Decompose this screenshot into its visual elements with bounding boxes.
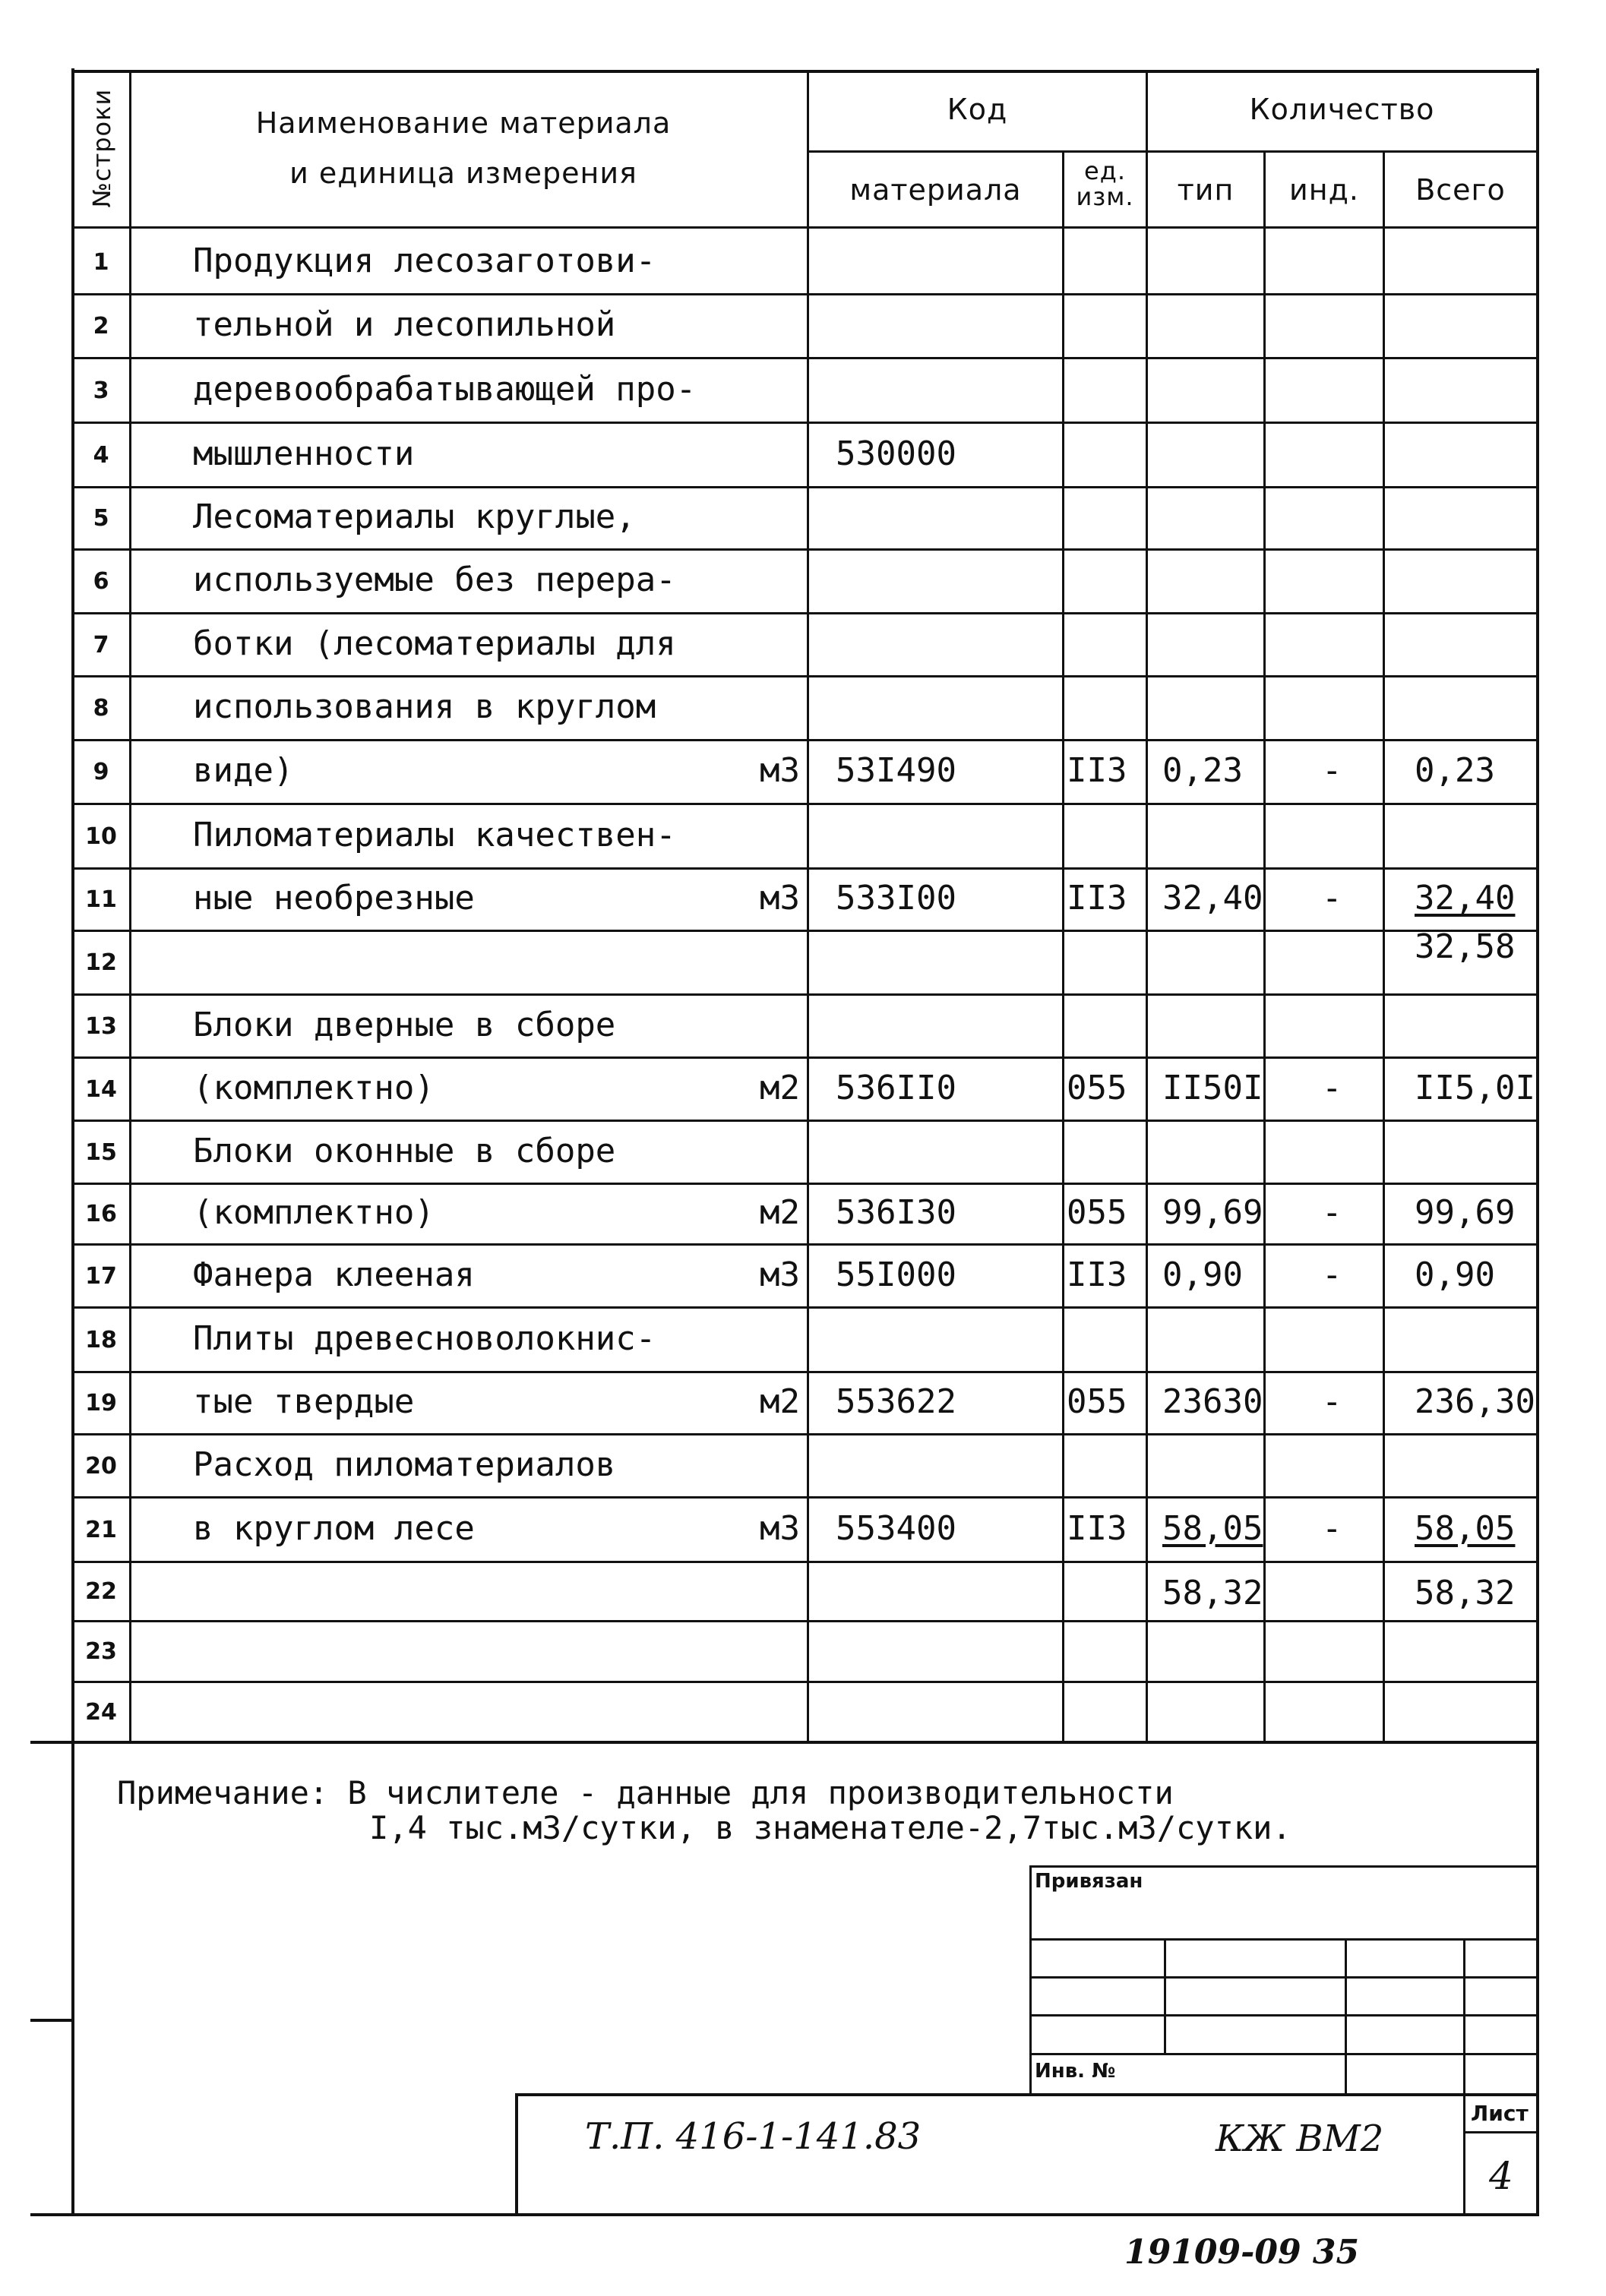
- row-total: 236,30: [1415, 1382, 1535, 1421]
- row-name: тельной и лесопильной: [193, 305, 616, 344]
- row-number: 18: [85, 1326, 117, 1353]
- row-ucode: 055: [1067, 1193, 1127, 1232]
- row-total2: 32,58: [1415, 927, 1516, 966]
- row-ucode: II3: [1067, 1508, 1127, 1548]
- header-qty-type: тип: [1177, 173, 1235, 207]
- row-number: 8: [93, 695, 109, 722]
- row-ucode: II3: [1067, 751, 1127, 790]
- row-code: 536I30: [836, 1193, 956, 1232]
- row-ucode: II3: [1067, 1255, 1127, 1294]
- row-number: 17: [85, 1262, 117, 1290]
- row-unit: м3: [760, 1508, 800, 1548]
- row-name: Плиты древесноволокнис-: [193, 1319, 656, 1358]
- row-ind: -: [1322, 1382, 1342, 1421]
- stamp-mark: КЖ ВМ2: [1216, 2118, 1384, 2160]
- row-name: использования в круглом: [193, 687, 656, 726]
- row-ucode: 055: [1067, 1068, 1127, 1107]
- row-typ: 99,69: [1162, 1193, 1263, 1232]
- row-number: 20: [85, 1452, 117, 1480]
- row-total2: 58,32: [1415, 1573, 1516, 1612]
- row-code: 553400: [836, 1508, 956, 1548]
- stamp-sheet-no: 4: [1489, 2154, 1513, 2198]
- row-total: II5,0I: [1415, 1068, 1535, 1107]
- row-typ: 0,90: [1162, 1255, 1243, 1294]
- row-code: 553622: [836, 1382, 956, 1421]
- row-number: 10: [85, 823, 117, 850]
- row-number: 3: [93, 377, 109, 404]
- row-typ: II50I: [1162, 1068, 1263, 1107]
- row-name: Блоки оконные в сборе: [193, 1131, 616, 1170]
- row-name: тые твердые: [193, 1382, 415, 1421]
- row-number: 7: [93, 631, 109, 658]
- row-ind: -: [1322, 1255, 1342, 1294]
- row-name: используемые без перера-: [193, 561, 676, 599]
- row-name: Лесоматериалы круглые,: [193, 497, 636, 536]
- row-typ: 32,40: [1162, 879, 1263, 917]
- row-number: 2: [93, 313, 109, 340]
- row-ind: -: [1322, 1193, 1342, 1232]
- row-number: 22: [85, 1578, 117, 1605]
- header-code-material: материала: [849, 173, 1022, 207]
- row-typ: 0,23: [1162, 751, 1243, 790]
- row-total: 58,05: [1415, 1508, 1516, 1548]
- row-unit: м2: [760, 1193, 800, 1232]
- row-code: 55I000: [836, 1255, 956, 1294]
- row-unit: м3: [760, 879, 800, 917]
- stamp-doc-code: Т.П. 416-1-141.83: [585, 2115, 922, 2158]
- row-name: деревообрабатывающей про-: [193, 369, 697, 409]
- row-ind: -: [1322, 1508, 1342, 1548]
- row-ucode: II3: [1067, 879, 1127, 917]
- row-number: 11: [85, 886, 117, 913]
- row-number: 21: [85, 1516, 117, 1543]
- note-line2: I,4 тыс.м3/сутки, в знаменателе-2,7тыс.м3/сутки.: [369, 1809, 1291, 1846]
- row-name: ные необрезные: [193, 879, 475, 917]
- row-code: 533I00: [836, 879, 956, 917]
- row-total: 0,23: [1415, 751, 1495, 790]
- header-code-group: Код: [947, 93, 1008, 126]
- stamp-privyazan: Привязан: [1035, 1870, 1143, 1893]
- row-number: 9: [93, 759, 109, 785]
- row-name: Блоки дверные в сборе: [193, 1005, 616, 1044]
- stamp-sheet-label: Лист: [1471, 2101, 1529, 2126]
- row-number: 6: [93, 568, 109, 595]
- header-qty-total: Всего: [1415, 173, 1506, 207]
- header-row-no: №строки: [87, 88, 116, 208]
- row-number: 15: [85, 1139, 117, 1166]
- row-name: (комплектно): [193, 1193, 435, 1232]
- row-typ: 58,05: [1162, 1508, 1263, 1548]
- row-number: 1: [93, 248, 109, 276]
- row-code: 536II0: [836, 1068, 956, 1107]
- row-name: Фанера клееная: [193, 1255, 475, 1294]
- row-code: 53I490: [836, 751, 956, 790]
- row-unit: м3: [760, 1255, 800, 1294]
- row-name: Продукция лесозаготови-: [193, 241, 656, 280]
- row-name: Пиломатериалы качествен-: [193, 815, 676, 854]
- note-line1: Примечание: В числителе - данные для производительности: [117, 1774, 1174, 1811]
- row-ind: -: [1322, 1068, 1342, 1107]
- row-number: 5: [93, 505, 109, 532]
- row-name: виде): [193, 751, 294, 790]
- row-typ2: 58,32: [1162, 1573, 1263, 1612]
- row-name: в круглом лесе: [193, 1508, 475, 1548]
- row-name: ботки (лесоматериалы для: [193, 624, 676, 663]
- row-number: 16: [85, 1201, 117, 1227]
- row-ucode: 055: [1067, 1382, 1127, 1421]
- row-name: (комплектно): [193, 1068, 435, 1107]
- row-code: 530000: [836, 434, 956, 473]
- row-number: 19: [85, 1390, 117, 1416]
- row-total: 99,69: [1415, 1193, 1516, 1232]
- row-number: 23: [85, 1638, 117, 1665]
- row-number: 4: [93, 441, 109, 469]
- header-code-unit: ед. изм.: [1076, 156, 1134, 211]
- row-total: 0,90: [1415, 1255, 1495, 1294]
- header-qty-ind: инд.: [1289, 173, 1359, 207]
- row-number: 12: [85, 949, 117, 976]
- row-name: мышленности: [193, 434, 415, 473]
- row-ind: -: [1322, 751, 1342, 790]
- header-qty-group: Количество: [1249, 93, 1435, 126]
- header-name-line1: Наименование материала: [255, 106, 672, 140]
- header-name-line2: и единица измерения: [289, 156, 637, 190]
- row-typ: 23630: [1162, 1382, 1263, 1421]
- row-number: 14: [85, 1075, 117, 1103]
- row-unit: м2: [760, 1068, 800, 1107]
- row-unit: м3: [760, 751, 800, 790]
- row-ind: -: [1322, 879, 1342, 917]
- row-name: Расход пиломатериалов: [193, 1445, 616, 1484]
- row-unit: м2: [760, 1382, 800, 1421]
- row-number: 13: [85, 1012, 117, 1040]
- row-number: 24: [85, 1698, 117, 1726]
- row-total: 32,40: [1415, 879, 1516, 917]
- stamp-inv-no: Инв. №: [1035, 2060, 1116, 2083]
- footer-number: 19109-09 35: [1124, 2233, 1360, 2272]
